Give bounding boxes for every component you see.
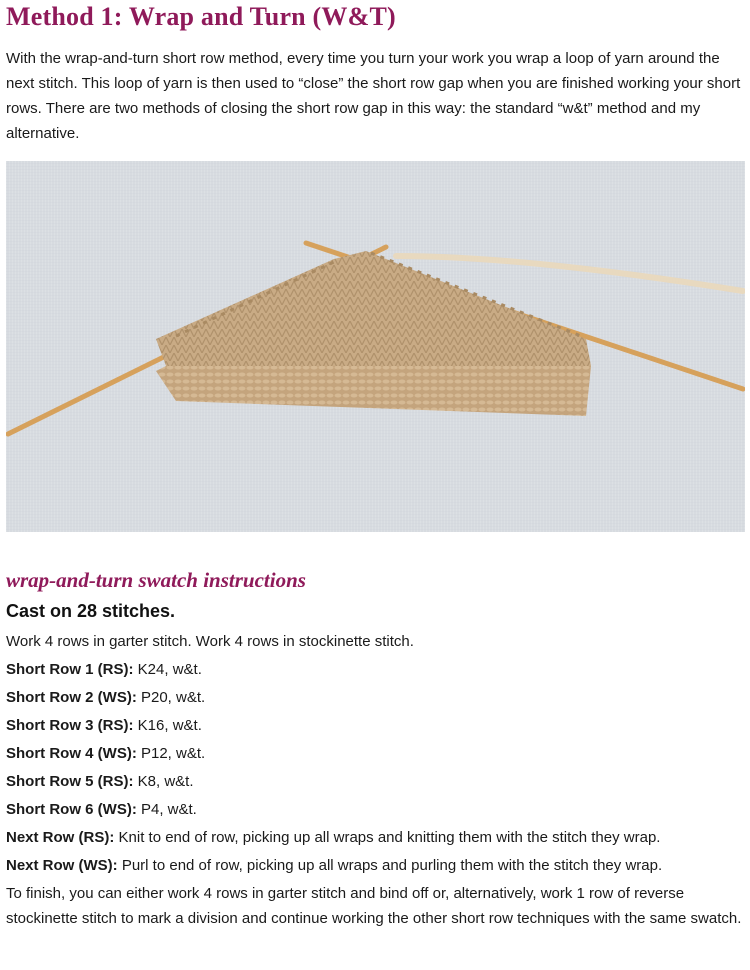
short-row-3 xyxy=(6,712,748,740)
row-label: Short Row 4 (WS): xyxy=(6,745,137,762)
row-text: Knit to end of row, picking up all wraps and knitting them with the stitch they wrap. xyxy=(114,829,661,846)
row-label: Next Row (RS): xyxy=(6,829,115,846)
row-text: K16, w&t. xyxy=(133,717,202,734)
row-label: Short Row 5 (RS): xyxy=(6,773,134,790)
swatch-illustration xyxy=(6,161,745,532)
row-text: P4, w&t. xyxy=(136,801,197,818)
row-label: Short Row 2 (WS): xyxy=(6,689,137,706)
row-label: Short Row 3 (RS): xyxy=(6,717,134,734)
intro-paragraph: With the wrap-and-turn short row method, every time you turn your work you wrap a loop of yarn around the next stitch. This loop of yarn is then used to “close” the short row gap when you are finished working your short rows. There are two methods of closing the short row gap in this way: the standard “w&t” method and my alternative. xyxy=(6,50,741,142)
row-text: Purl to end of row, picking up all wraps and purling them with the stitch they wrap. xyxy=(117,857,663,874)
instruction-list xyxy=(6,628,748,880)
row-text: K8, w&t. xyxy=(133,773,194,790)
short-row-6 xyxy=(6,796,748,824)
short-row-2 xyxy=(6,684,748,712)
short-row-4 xyxy=(6,740,748,768)
row-text: K24, w&t. xyxy=(133,661,202,678)
knitted-swatch-photo xyxy=(6,161,745,532)
next-row-ws xyxy=(6,852,748,880)
cast-on-instruction: Cast on 28 stitches. xyxy=(6,601,176,621)
next-row-rs xyxy=(6,824,748,852)
row-label: Short Row 1 (RS): xyxy=(6,661,134,678)
section-subheading: wrap-and-turn swatch instructions xyxy=(6,568,306,592)
instruction-line: Work 4 rows in garter stitch. Work 4 rows in stockinette stitch. xyxy=(6,633,414,650)
row-text: P12, w&t. xyxy=(136,745,206,762)
row-label: Next Row (WS): xyxy=(6,857,118,874)
page-title: Method 1: Wrap and Turn (W&T) xyxy=(6,2,396,31)
finish-paragraph: To finish, you can either work 4 rows in garter stitch and bind off or, alternatively, work 1 row of reverse stockinette stitch to mark a division and continue working the other short row techniques with the same swatch. xyxy=(6,885,742,927)
short-row-5 xyxy=(6,768,748,796)
short-row-1 xyxy=(6,656,748,684)
row-label: Short Row 6 (WS): xyxy=(6,801,137,818)
row-text: P20, w&t. xyxy=(136,689,206,706)
